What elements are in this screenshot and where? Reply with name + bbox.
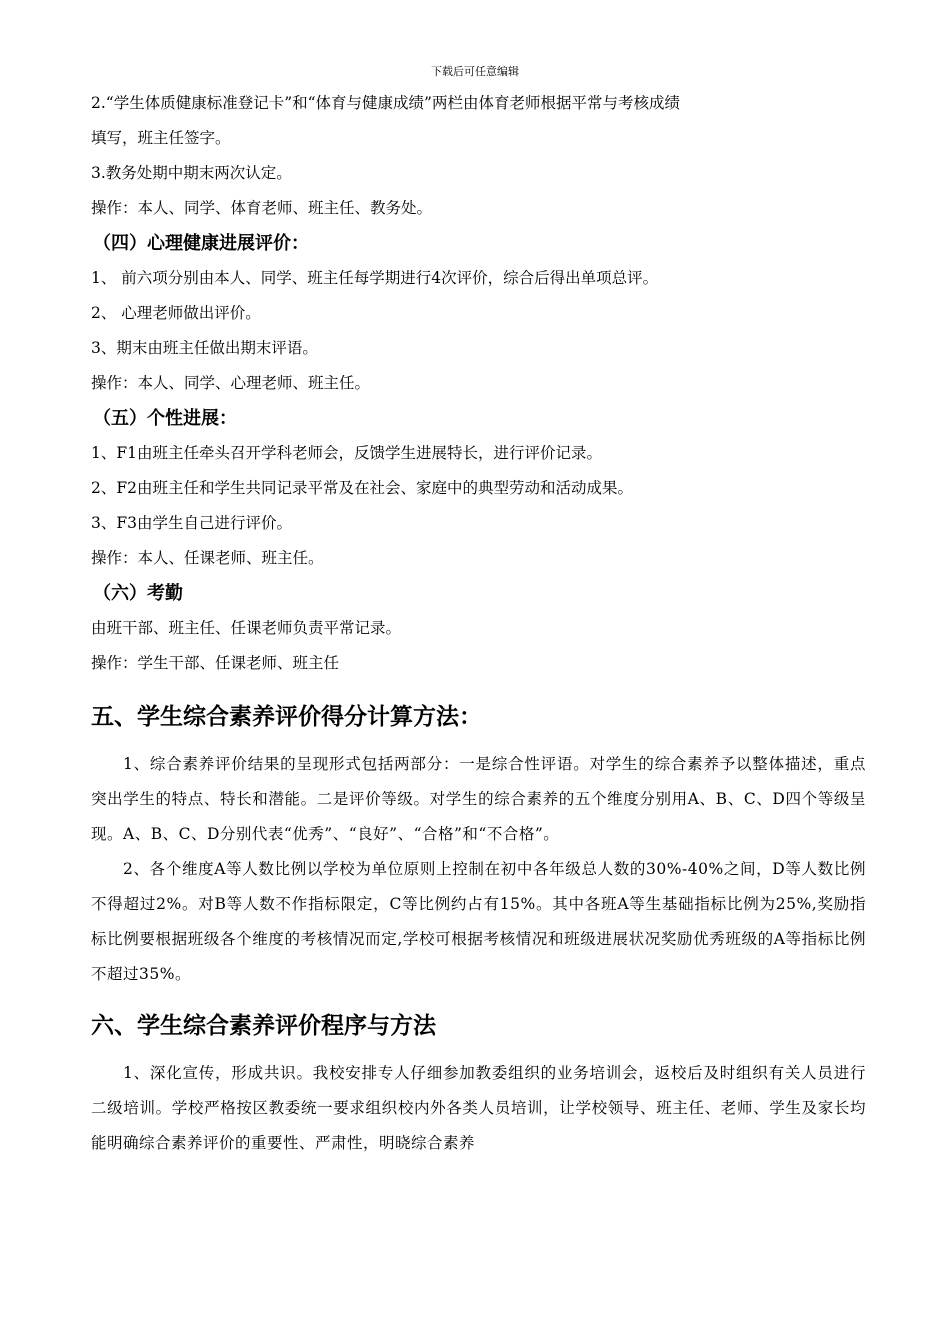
text-line: 1、F1由班主任牵头召开学科老师会，反馈学生进展特长，进行评价记录。 — [91, 444, 602, 462]
text-line: 操作：本人、任课老师、班主任。 — [91, 549, 324, 567]
text-line: 操作：本人、同学、心理老师、班主任。 — [91, 374, 371, 392]
text-line: 2、 心理老师做出评价。 — [91, 304, 261, 322]
text-line: 3、期末由班主任做出期末评语。 — [91, 339, 318, 357]
section-heading: 五、学生综合素养评价得分计算方法： — [91, 704, 482, 730]
document-body — [91, 86, 866, 1161]
paragraph: 1、深化宣传，形成共识。我校安排专人仔细参加教委组织的业务培训会，返校后及时组织有关人员进行二级培训。学校严格按区教委统一要求组织校内外各类人员培训，让学校领导、班主任、老师、学生及家长均能明确综合素养评价的重要性、严肃性，明晓综合素养 — [91, 1064, 866, 1152]
text-line: 由班干部、班主任、任课老师负责平常记录。 — [91, 619, 402, 637]
text-line: 3、F3由学生自己进行评价。 — [91, 514, 292, 532]
subsection-heading: （五）个性进展： — [93, 408, 237, 429]
page-header: 下载后可任意编辑 — [431, 65, 519, 78]
text-line: 操作：学生干部、任课老师、班主任 — [91, 654, 340, 672]
paragraph: 2、各个维度A等人数比例以学校为单位原则上控制在初中各年级总人数的30%-40%之间，D等人数比例不得超过2%。对B等人数不作指标限定，C等比例约占有15%。其中各班A等生基础指标比例为25%,奖励指标比例要根据班级各个维度的考核情况而定,学校可根据考核情况和班级进展状况奖励优秀班级的A等指标比例不超过35%。 — [91, 860, 866, 983]
text-line: 填写，班主任签字。 — [91, 129, 231, 147]
text-line: 操作：本人、同学、体育老师、班主任、教务处。 — [91, 199, 433, 217]
section-heading: 六、学生综合素养评价程序与方法 — [91, 1013, 436, 1039]
text-line: 3.教务处期中期末两次认定。 — [91, 164, 292, 182]
subsection-heading: （四）心理健康进展评价： — [93, 233, 309, 254]
text-line: 2.“学生体质健康标准登记卡”和“体育与健康成绩”两栏由体育老师根据平常与考核成绩 — [91, 94, 680, 112]
text-line: 1、 前六项分别由本人、同学、班主任每学期进行4次评价，综合后得出单项总评。 — [91, 269, 659, 287]
text-line: 2、F2由班主任和学生共同记录平常及在社会、家庭中的典型劳动和活动成果。 — [91, 479, 633, 497]
paragraph: 1、综合素养评价结果的呈现形式包括两部分：一是综合性评语。对学生的综合素养予以整体描述，重点突出学生的特点、特长和潜能。二是评价等级。对学生的综合素养的五个维度分别用A、B、C、D四个等级呈现。A、B、C、D分别代表“优秀”、“良好”、“合格”和“不合格”。 — [91, 755, 866, 843]
subsection-heading: （六）考勤 — [93, 583, 183, 604]
